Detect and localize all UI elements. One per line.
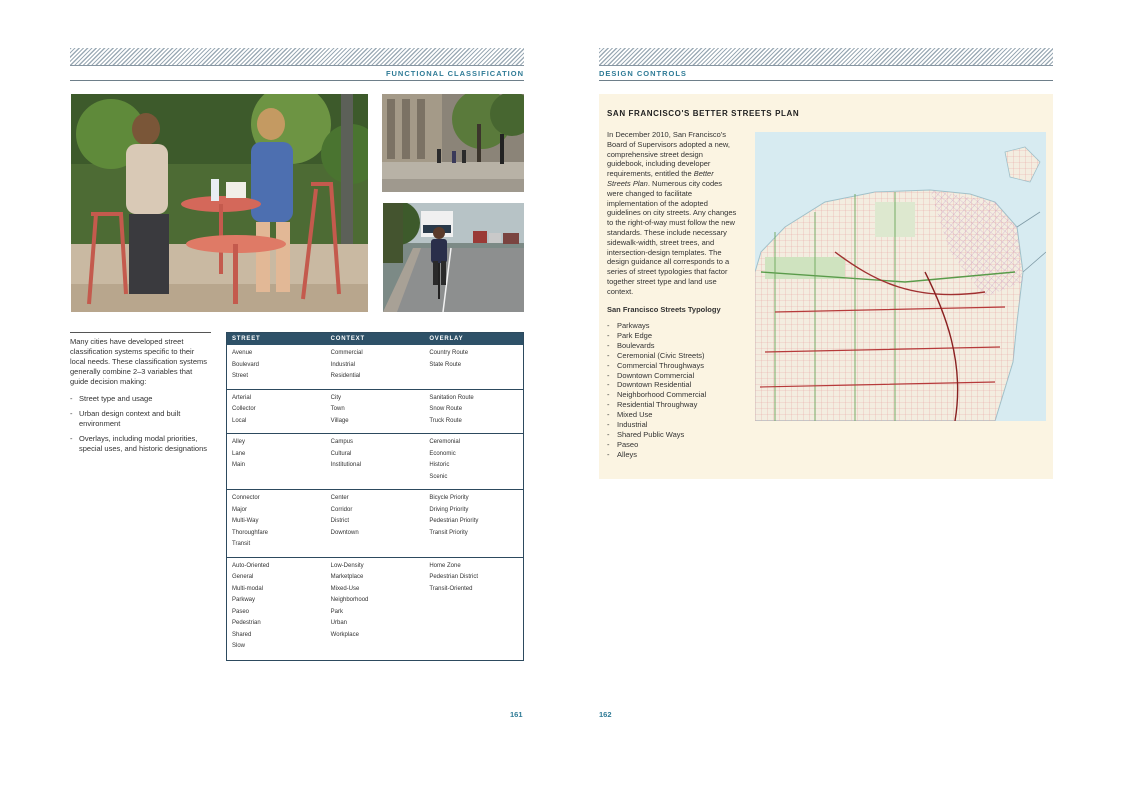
table-cell: Corridor	[330, 506, 353, 513]
table-cell: Main	[232, 462, 246, 468]
table-cell: Sanitation Route	[429, 394, 474, 401]
table-column	[326, 393, 425, 428]
table-column	[227, 437, 326, 483]
table-cell: Street	[232, 373, 249, 379]
table-cell: Transit Priority	[429, 529, 468, 536]
typology-item: - Mixed Use	[607, 410, 706, 420]
typology-item: - Paseo	[607, 440, 706, 450]
typology-item: - Downtown Residential	[607, 380, 706, 390]
header-rule-left	[70, 80, 524, 81]
table-cell: Village	[330, 417, 349, 424]
table-cell: Shared	[232, 631, 252, 638]
table-cell: Historic	[429, 462, 450, 468]
typology-item: - Downtown Commercial	[607, 371, 706, 381]
table-cell: Multi-Way	[232, 518, 259, 524]
typology-list	[607, 321, 706, 460]
table-header	[227, 333, 523, 345]
table-cell: Workplace	[330, 631, 359, 638]
intro-bullet: - Street type and usage	[70, 394, 211, 404]
table-cell: Institutional	[330, 462, 362, 468]
table-cell: Pedestrian	[232, 620, 261, 626]
section-title-right: DESIGN CONTROLS	[599, 69, 687, 78]
typology-item: - Alleys	[607, 450, 706, 460]
table-cell: Economic	[429, 450, 456, 457]
table-group	[227, 489, 523, 557]
typology-item: - Neighborhood Commercial	[607, 390, 706, 400]
table-cell: Park	[330, 608, 344, 615]
table-cell: Auto-Oriented	[232, 562, 270, 569]
table-cell: Parkway	[232, 597, 256, 603]
table-cell: Multi-modal	[232, 585, 264, 592]
intro-bullet: - Urban design context and built environment	[70, 409, 211, 429]
table-cell: State Route	[429, 361, 462, 368]
table-cell: Urban	[330, 620, 348, 626]
table-cell: Center	[330, 495, 349, 501]
table-column	[326, 348, 425, 383]
header-overlay: OVERLAY	[429, 336, 464, 342]
plan-name: Better Streets Plan	[607, 169, 714, 188]
table-cell: Arterial	[232, 394, 252, 401]
table-cell: Campus	[330, 439, 354, 445]
table-cell: Cultural	[330, 450, 352, 457]
photo-sidewalk	[382, 94, 524, 192]
typology-item: - Ceremonial (Civic Streets)	[607, 351, 706, 361]
header-street: STREET	[232, 336, 261, 342]
table-cell: Transit-Oriented	[429, 585, 473, 592]
table-cell: Lane	[232, 450, 246, 457]
table-column	[326, 561, 425, 653]
table-column	[326, 493, 425, 551]
table-cell: Avenue	[232, 350, 253, 356]
table-cell: Country Route	[429, 350, 469, 356]
table-cell: Driving Priority	[429, 506, 469, 513]
table-column	[326, 437, 425, 483]
table-cell: General	[232, 574, 254, 580]
header-rule-right	[599, 80, 1053, 81]
table-column	[227, 393, 326, 428]
table-cell: Major	[232, 506, 248, 513]
photo-cafe-seating	[71, 94, 368, 312]
section-title-left: FUNCTIONAL CLASSIFICATION	[385, 69, 524, 78]
intro-text	[70, 332, 211, 459]
table-cell: Commercial	[330, 350, 363, 356]
table-cell: Slow	[232, 643, 246, 649]
classification-table	[226, 332, 524, 661]
table-cell: Thoroughfare	[232, 529, 269, 536]
table-cell: Downtown	[330, 529, 359, 536]
table-column	[227, 561, 326, 653]
table-cell: Industrial	[330, 361, 356, 368]
table-cell: Collector	[232, 406, 256, 412]
page-number-right: 162	[599, 710, 612, 719]
table-cell: Local	[232, 417, 247, 424]
table-cell: Scenic	[429, 473, 448, 480]
table-cell: Neighborhood	[330, 597, 369, 603]
typology-item: - Industrial	[607, 420, 706, 430]
typology-item: - Residential Throughway	[607, 400, 706, 410]
table-cell: Residential	[330, 373, 361, 379]
table-column	[424, 348, 523, 383]
photo-bike-lane	[383, 203, 524, 312]
table-cell: Truck Route	[429, 417, 462, 424]
table-cell: Pedestrian District	[429, 574, 479, 580]
panel-body-end: . Numerous city codes were changed to facilitate implementation of the adopted guidelines on city streets. Any changes to the right-of-way must follow the new standards. These include necessary sidewalk-width, street trees, and intersection-design templates. The design guidance all corresponds to a series of street typologies that factor together street type and land use context.	[607, 178, 737, 296]
table-group	[227, 389, 523, 434]
typology-item: - Parkways	[607, 321, 706, 331]
table-column	[424, 437, 523, 483]
table-cell: Town	[330, 406, 345, 412]
table-cell: Alley	[232, 439, 246, 445]
intro-paragraph: Many cities have developed street classification systems specific to their local needs. These classification systems generally combine 2–3 variables that guide decision making:	[70, 337, 208, 386]
table-cell: City	[330, 394, 342, 401]
header-hatch-left	[70, 48, 524, 66]
typology-item: - Commercial Throughways	[607, 361, 706, 371]
page-number-left: 161	[510, 710, 523, 719]
intro-bullet: - Overlays, including modal priorities, special uses, and historic designations	[70, 434, 211, 454]
table-cell: Boulevard	[232, 361, 260, 368]
table-cell: Connector	[232, 495, 260, 501]
san-francisco-street-map	[755, 132, 1046, 421]
table-cell: Pedestrian Priority	[429, 518, 479, 524]
typology-title: San Francisco Streets Typology	[607, 305, 721, 314]
panel-body-start: In December 2010, San Francisco's Board of Supervisors adopted a new, comprehensive street design guidebook, including developer requirements, entitled the	[607, 130, 730, 179]
panel-body	[607, 130, 737, 297]
table-cell: Paseo	[232, 608, 250, 615]
table-column	[424, 561, 523, 653]
table-cell: Transit	[232, 541, 251, 547]
table-cell: Home Zone	[429, 562, 461, 569]
table-column	[424, 493, 523, 551]
header-context: CONTEXT	[330, 336, 365, 342]
table-cell: Snow Route	[429, 406, 463, 412]
typology-item: - Boulevards	[607, 341, 706, 351]
table-column	[424, 393, 523, 428]
table-group	[227, 557, 523, 659]
typology-item: - Park Edge	[607, 331, 706, 341]
table-cell: Mixed-Use	[330, 585, 360, 592]
table-column	[227, 348, 326, 383]
typology-item: - Shared Public Ways	[607, 430, 706, 440]
intro-bullets	[70, 394, 211, 454]
table-cell: Bicycle Priority	[429, 495, 469, 501]
table-cell: Marketplace	[330, 574, 364, 580]
table-cell: District	[330, 518, 350, 524]
table-cell: Low-Density	[330, 562, 364, 569]
header-hatch-right	[599, 48, 1053, 66]
table-column	[227, 493, 326, 551]
table-group	[227, 345, 523, 389]
table-group	[227, 433, 523, 489]
table-body	[227, 345, 523, 659]
table-cell: Ceremonial	[429, 439, 461, 445]
panel-title: SAN FRANCISCO'S BETTER STREETS PLAN	[607, 109, 800, 118]
